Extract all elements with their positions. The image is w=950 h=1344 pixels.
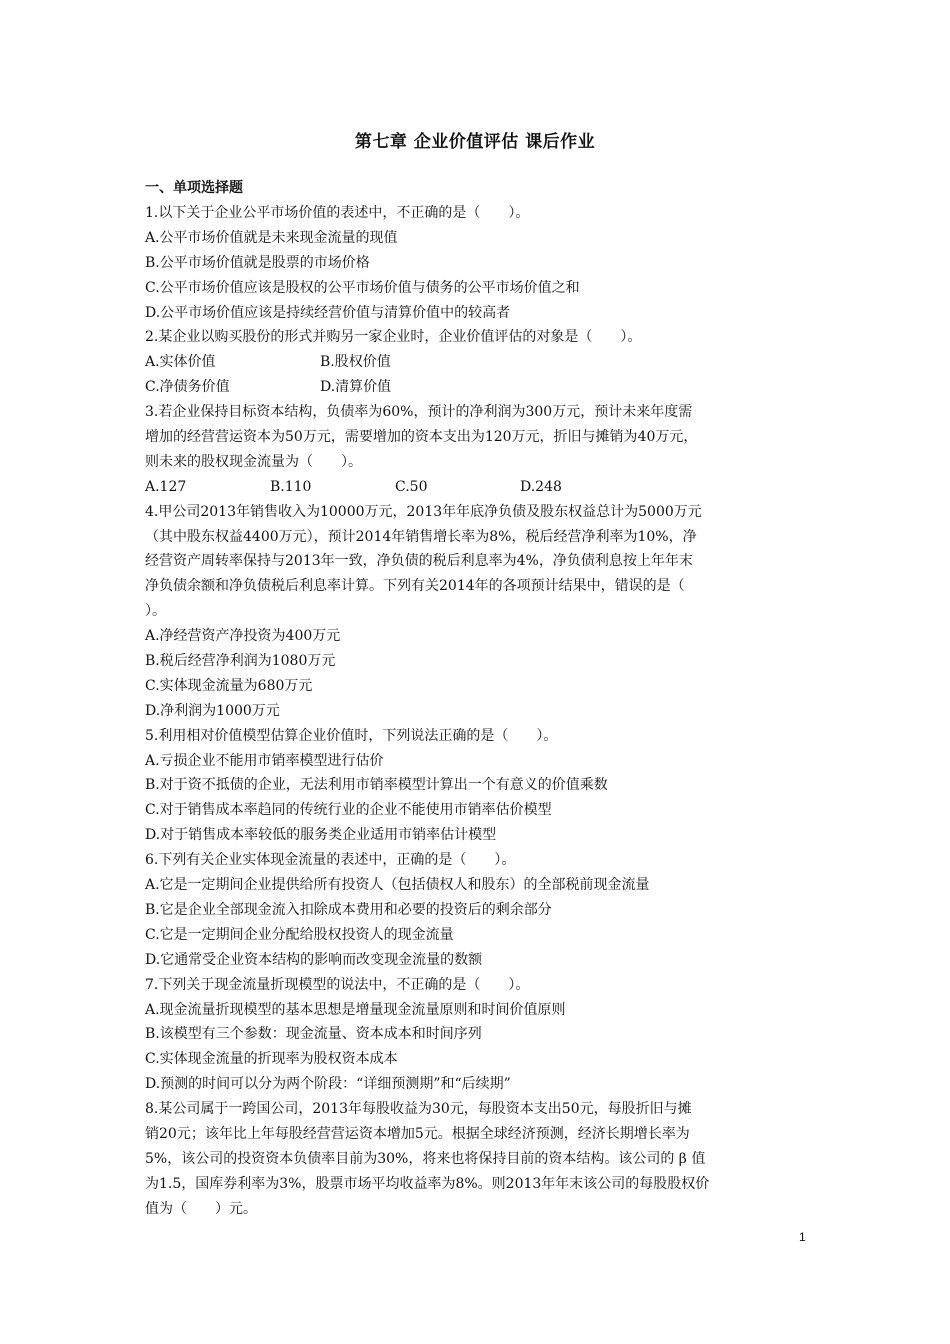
question-4-stem-line-3: 经营资产周转率保持与2013年一致，净负债的税后利息率为4%，净负债利息按上年年末 <box>145 553 693 570</box>
question-4-stem-line-4: 净负债余额和净负债税后利息率计算。下列有关2014年的各项预计结果中，错误的是（ <box>145 578 685 595</box>
question-1-option-c: C.公平市场价值应该是股权的公平市场价值与债务的公平市场价值之和 <box>145 279 580 296</box>
question-3-option-a: A.127 <box>145 478 187 495</box>
question-5-option-d: D.对于销售成本率较低的服务类企业适用市销率估计模型 <box>145 827 497 844</box>
question-7-option-b: B.该模型有三个参数：现金流量、资本成本和时间序列 <box>145 1026 482 1043</box>
question-3-stem-line-1: 3.若企业保持目标资本结构，负债率为60%，预计的净利润为300万元，预计未来年度需 <box>145 404 693 421</box>
question-6-option-a: A.它是一定期间企业提供给所有投资人（包括债权人和股东）的全部税前现金流量 <box>145 877 650 894</box>
question-2-option-a: A.实体价值 <box>145 354 216 371</box>
question-8-stem-line-3: 5%，该公司的投资资本负债率目前为30%，将来也将保持目前的资本结构。该公司的 β 值 <box>145 1150 706 1167</box>
question-3-option-d: D.248 <box>520 478 562 495</box>
question-5-option-a: A.亏损企业不能用市销率模型进行估价 <box>145 752 384 769</box>
question-2-stem: 2.某企业以购买股份的形式并购另一家企业时，企业价值评估的对象是（ ）。 <box>145 329 642 346</box>
page-number: 1 <box>799 1230 806 1244</box>
question-6-option-c: C.它是一定期间企业分配给股权投资人的现金流量 <box>145 926 454 943</box>
question-6-option-b: B.它是企业全部现金流入扣除成本费用和必要的投资后的剩余部分 <box>145 901 552 918</box>
question-6-stem: 6.下列有关企业实体现金流量的表述中，正确的是（ ）。 <box>145 852 516 869</box>
question-4-option-d: D.净利润为1000万元 <box>145 702 280 719</box>
question-2-option-d: D.清算价值 <box>320 379 392 396</box>
page-title: 第七章 企业价值评估 课后作业 <box>354 132 596 152</box>
question-8-stem-line-2: 销20元；该年比上年每股经营营运资本增加5元。根据全球经济预测，经济长期增长率为 <box>145 1125 690 1142</box>
question-8-stem-line-4: 为1.5，国库券利率为3%，股票市场平均收益率为8%。则2013年年末该公司的每股股权价 <box>145 1175 710 1192</box>
question-4-stem-line-5: ）。 <box>145 603 166 620</box>
question-5-stem: 5.利用相对价值模型估算企业价值时，下列说法正确的是（ ）。 <box>145 727 558 744</box>
question-1-option-a: A.公平市场价值就是未来现金流量的现值 <box>145 229 398 246</box>
question-2-options-row-2 <box>145 375 813 400</box>
question-2-option-b: B.股权价值 <box>320 354 391 371</box>
question-7-stem: 7.下列关于现金流量折现模型的说法中，不正确的是（ ）。 <box>145 976 530 993</box>
question-3-stem-line-2: 增加的经营营运资本为50万元，需要增加的资本支出为120万元，折旧与摊销为40万元， <box>145 429 698 446</box>
question-3-stem-line-3: 则未来的股权现金流量为（ ）。 <box>145 453 362 470</box>
question-1-option-d: D.公平市场价值应该是持续经营价值与清算价值中的较高者 <box>145 304 511 321</box>
question-7-option-c: C.实体现金流量的折现率为股权资本成本 <box>145 1051 398 1068</box>
question-3-option-b: B.110 <box>270 478 312 495</box>
question-6-option-d: D.它通常受企业资本结构的影响而改变现金流量的数额 <box>145 951 483 968</box>
section-heading: 一、单项选择题 <box>145 180 243 196</box>
question-3-options-row <box>145 475 813 500</box>
question-7-option-d: D.预测的时间可以分为两个阶段：“详细预测期”和“后续期” <box>145 1076 511 1093</box>
question-3-option-c: C.50 <box>395 478 428 495</box>
question-4-stem-line-2: （其中股东权益4400万元），预计2014年销售增长率为8%，税后经营净利率为10%，净 <box>145 528 697 545</box>
question-list <box>145 201 813 1222</box>
question-5-option-b: B.对于资不抵债的企业，无法利用市销率模型计算出一个有意义的价值乘数 <box>145 777 608 794</box>
question-4-option-a: A.净经营资产净投资为400万元 <box>145 628 341 645</box>
question-1-option-b: B.公平市场价值就是股票的市场价格 <box>145 254 370 271</box>
question-8-stem-line-5: 值为（ ）元。 <box>145 1200 257 1217</box>
question-8-stem-line-1: 8.某公司属于一跨国公司，2013年每股收益为30元，每股资本支出50元，每股折旧与摊 <box>145 1101 692 1118</box>
question-1-stem: 1.以下关于企业公平市场价值的表述中，不正确的是（ ）。 <box>145 205 530 221</box>
question-7-option-a: A.现金流量折现模型的基本思想是增量现金流量原则和时间价值原则 <box>145 1001 566 1018</box>
question-4-option-b: B.税后经营净利润为1080万元 <box>145 653 336 670</box>
question-5-option-c: C.对于销售成本率趋同的传统行业的企业不能使用市销率估价模型 <box>145 802 552 819</box>
question-2-options-row-1 <box>145 350 813 375</box>
question-4-option-c: C.实体现金流量为680万元 <box>145 677 313 694</box>
question-2-option-c: C.净债务价值 <box>145 379 230 396</box>
question-4-stem-line-1: 4.甲公司2013年销售收入为10000万元，2013年年底净负债及股东权益总计为5000万元 <box>145 503 702 520</box>
